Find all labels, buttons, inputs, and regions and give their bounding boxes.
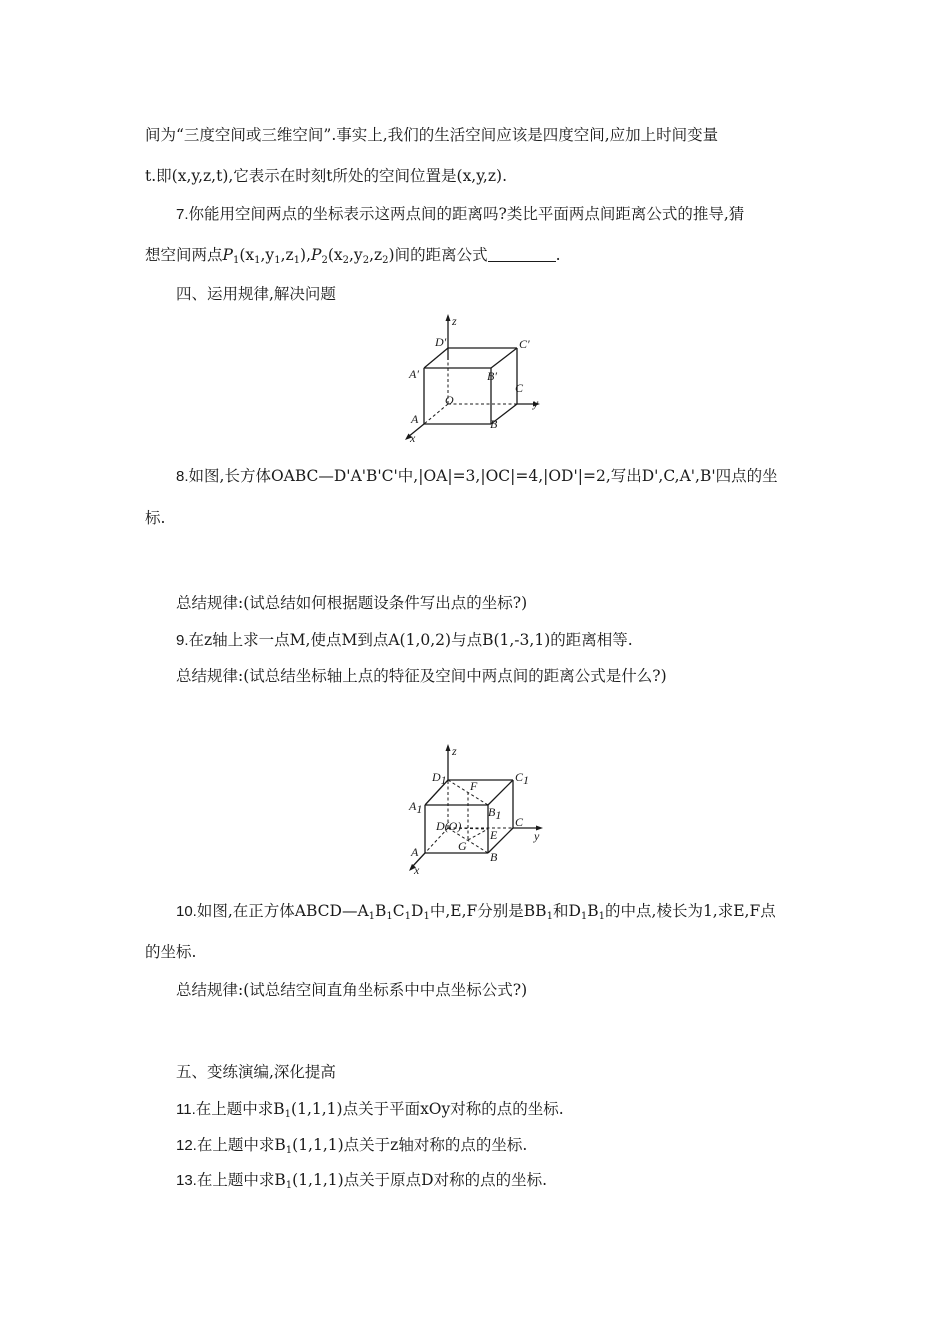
label-a-prime: A′ <box>409 367 419 381</box>
label-a: A <box>411 845 419 859</box>
text-segment: 的中点,棱长为1,求E,F点 <box>605 902 776 920</box>
label-g: G <box>458 839 467 853</box>
subscript: 1 <box>368 911 376 922</box>
question-10-line-1 <box>176 901 776 927</box>
subscript: 1 <box>254 255 261 266</box>
label-y: y <box>534 829 540 843</box>
text-segment: ,z <box>369 246 383 264</box>
question-8-line-1 <box>176 466 778 487</box>
question-number: 12. <box>176 1137 197 1154</box>
summary-10: 总结规律:(试总结空间直角坐标系中中点坐标公式?) <box>176 981 528 999</box>
label-subscript: 1 <box>416 802 423 816</box>
label-b-prime: B′ <box>487 369 497 383</box>
label-x: x <box>410 431 416 445</box>
figure-cuboid <box>395 310 555 445</box>
text-segment: B <box>375 902 387 920</box>
label-d-origin: D(O) <box>436 819 462 833</box>
question-8-line-2: 标. <box>145 509 166 527</box>
label-subscript: 1 <box>440 773 447 787</box>
label-b1 <box>488 805 501 822</box>
edge <box>491 348 517 368</box>
question-text: 在z轴上求一点M,使点M到点A(1,0,2)与点B(1,-3,1)的距离相等. <box>188 631 633 649</box>
subscript: 1 <box>293 255 301 266</box>
label-letter: B <box>488 805 496 819</box>
question-number: 10. <box>176 903 197 920</box>
question-7-line-2 <box>145 245 561 271</box>
label-letter: A <box>409 799 417 813</box>
label-z: z <box>452 314 457 328</box>
label-c: C <box>515 381 524 395</box>
subscript: 2 <box>382 255 389 266</box>
text-segment: ,z <box>280 246 294 264</box>
label-y: y <box>533 396 539 410</box>
text-segment: C <box>392 902 405 920</box>
label-b: B <box>490 417 498 431</box>
text-segment: 想空间两点 <box>145 246 223 264</box>
label-c1 <box>515 770 529 787</box>
text-segment: 如图,在正方体ABCD—A <box>196 902 369 920</box>
label-z: z <box>452 744 457 758</box>
label-letter: D <box>432 770 441 784</box>
question-11 <box>176 1099 564 1125</box>
x-axis-hidden <box>424 404 448 424</box>
point-symbol: P <box>311 246 322 264</box>
text-segment: (1,1,1)点关于z轴对称的点的坐标. <box>292 1136 528 1154</box>
label-b: B <box>490 850 498 864</box>
edge <box>488 780 513 805</box>
summary-9: 总结规律:(试总结坐标轴上点的特征及空间中两点间的距离公式是什么?) <box>176 667 667 685</box>
subscript: 1 <box>423 911 430 922</box>
subscript: 1 <box>284 1109 292 1120</box>
subscript: 1 <box>285 1180 293 1191</box>
question-12 <box>176 1135 527 1161</box>
text-segment: 在上题中求B <box>195 1100 285 1118</box>
question-number: 11. <box>176 1101 196 1118</box>
text-segment: 在上题中求B <box>196 1136 286 1154</box>
intro-line-1: 间为“三度空间或三维空间”.事实上,我们的生活空间应该是四度空间,应加上时间变量 <box>145 126 719 144</box>
label-f: F <box>470 779 478 793</box>
text-segment: 在上题中求B <box>196 1171 286 1189</box>
text-segment: ,y <box>349 246 363 264</box>
text-segment: D <box>411 902 424 920</box>
text-segment: . <box>555 246 561 264</box>
question-number: 13. <box>176 1172 197 1189</box>
text-segment: )间的距离公式 <box>388 246 488 264</box>
label-o: O <box>445 393 454 407</box>
text-segment: (x <box>327 246 343 264</box>
question-text: 你能用空间两点的坐标表示这两点间的距离吗?类比平面两点间距离公式的推导,猜 <box>188 205 745 223</box>
text-segment: (1,1,1)点关于平面xOy对称的点的坐标. <box>291 1100 564 1118</box>
label-subscript: 1 <box>495 808 502 822</box>
subscript: 1 <box>404 911 412 922</box>
subscript: 1 <box>232 255 240 266</box>
label-a: A <box>411 412 419 426</box>
point-symbol: P <box>222 246 233 264</box>
z-axis-arrow <box>446 314 451 321</box>
z-axis-arrow <box>446 744 451 751</box>
question-9 <box>176 630 633 651</box>
label-subscript: 1 <box>523 773 530 787</box>
label-letter: C <box>515 770 524 784</box>
section-heading-5: 五、变练演编,深化提高 <box>176 1063 336 1081</box>
subscript: 1 <box>598 911 606 922</box>
label-e: E <box>490 828 498 842</box>
text-segment: 中,E,F分别是BB <box>429 902 547 920</box>
subscript: 2 <box>321 255 328 266</box>
section-heading-4: 四、运用规律,解决问题 <box>176 285 336 303</box>
question-number: 9. <box>176 632 189 649</box>
label-c: C <box>515 815 524 829</box>
text-segment: ), <box>300 246 312 264</box>
question-number: 8. <box>176 468 189 485</box>
text-segment: (x <box>239 246 255 264</box>
summary-8: 总结规律:(试总结如何根据题设条件写出点的坐标?) <box>176 594 528 612</box>
edge <box>424 348 448 368</box>
label-x: x <box>414 863 420 877</box>
label-a1 <box>408 799 422 816</box>
label-c-prime: C′ <box>519 337 530 351</box>
subscript: 1 <box>285 1145 293 1156</box>
figure-cube <box>400 740 560 880</box>
text-segment: ,y <box>260 246 275 264</box>
text-segment: (1,1,1)点关于原点D对称的点的坐标. <box>292 1171 548 1189</box>
intro-line-2: t.即(x,y,z,t),它表示在时刻t所处的空间位置是(x,y,z). <box>145 167 508 185</box>
subscript: 1 <box>546 911 553 922</box>
question-13 <box>176 1170 547 1196</box>
label-d-prime: D′ <box>435 335 447 349</box>
question-10-line-2: 的坐标. <box>145 943 197 961</box>
subscript: 2 <box>342 255 349 266</box>
subscript: 1 <box>386 911 393 922</box>
answer-blank[interactable] <box>488 247 556 262</box>
question-text: 如图,长方体OABC—D'A'B'C'中,|OA|=3,|OC|=4,|OD'|=2,写出D',C,A',B'四点的坐 <box>188 467 778 485</box>
label-d1 <box>431 770 447 787</box>
segment-ge <box>468 829 488 840</box>
question-number: 7. <box>176 206 189 223</box>
text-segment: B <box>587 902 599 920</box>
subscript: 1 <box>580 911 588 922</box>
text-segment: 和D <box>552 902 581 920</box>
question-7-line-1 <box>176 204 744 225</box>
subscript: 1 <box>274 255 281 266</box>
subscript: 2 <box>362 255 370 266</box>
